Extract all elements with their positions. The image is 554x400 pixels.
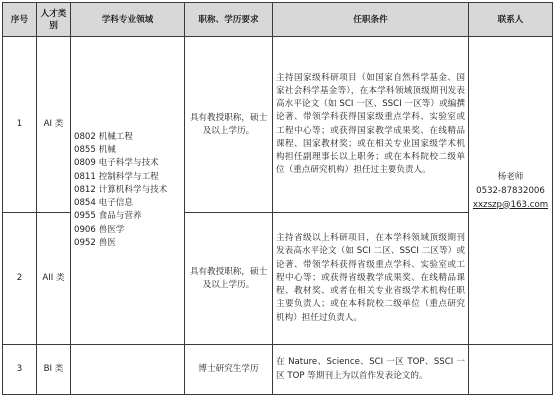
row-requirement: 具有教授职称，硕士及以上学历。 [185,213,273,345]
table-row [3,37,553,213]
row-requirement: 博士研究生学历 [185,345,273,395]
row-category: BI 类 [37,345,71,395]
field-item: 0809 电子科学与技术 [74,158,159,169]
field-item: 0906 兽医学 [74,224,125,235]
field-item: 0955 食品与营养 [74,211,142,222]
contact-name: 杨老师 [497,171,524,182]
row-contact-empty [469,345,553,395]
contact-cell [469,37,553,345]
row-field-empty [71,345,185,395]
field-item: 0855 机械 [74,145,116,156]
row-no: 3 [3,345,37,395]
row-no: 1 [3,37,37,213]
field-item: 0812 计算机科学与技术 [74,184,168,195]
header-no: 序号 [3,3,37,37]
row-conditions: 主持省级以上科研项目，在本学科领域顶级期刊发表高水平论文（如 SCI 二区、SSCI 二区等）或论著、带领学科获得省级重点学科、实验室或工程中心等；或获得省级教学成果奖、在线精品课程、教材奖、或者在相关专业省级学术机构任职主要负责人；或在本科院校二级单位（重点研究机构）担任过负责人。 [273,213,469,345]
header-field: 学科专业领域 [71,3,185,37]
row-conditions: 在 Nature、Science、SCI 一区 TOP、SSCI 一区 TOP 等期刊上为以首作发表论文的。 [273,345,469,395]
field-item: 0811 控制科学与工程 [74,171,159,182]
recruitment-table [2,2,553,395]
header-row [3,3,553,37]
field-list [71,37,185,345]
header-title-req: 职称、学历要求 [185,3,273,37]
row-category: AI 类 [37,37,71,213]
row-category: AII 类 [37,213,71,345]
header-contact: 联系人 [469,3,553,37]
header-category: 人才类别 [37,3,71,37]
row-no: 2 [3,213,37,345]
header-conditions: 任职条件 [273,3,469,37]
field-item: 0952 兽医 [74,237,116,248]
field-item: 0802 机械工程 [74,132,133,143]
row-conditions: 主持国家级科研项目（如国家自然科学基金、国家社会科学基金等），在本学科领域顶级期刊发表高水平论文（如 SCI 一区、SSCI 一区等）或编撰论著、带领学科获得国家级重点学科、实验室或工程中心等；或获得国家教学成果奖、在线精品课程、国家教材奖；或在相关专业国家级学术机构担任副理事长以上职务；或在本科院校二级单位（重点研究机构）担任过主要负责人。 [273,37,469,213]
table-row [3,345,553,395]
contact-email-link[interactable]: xxzszp@163.com [472,199,549,210]
contact-phone: 0532-87832006 [476,185,545,196]
field-item: 0854 电子信息 [74,198,133,209]
row-requirement: 具有教授职称，硕士及以上学历。 [185,37,273,213]
